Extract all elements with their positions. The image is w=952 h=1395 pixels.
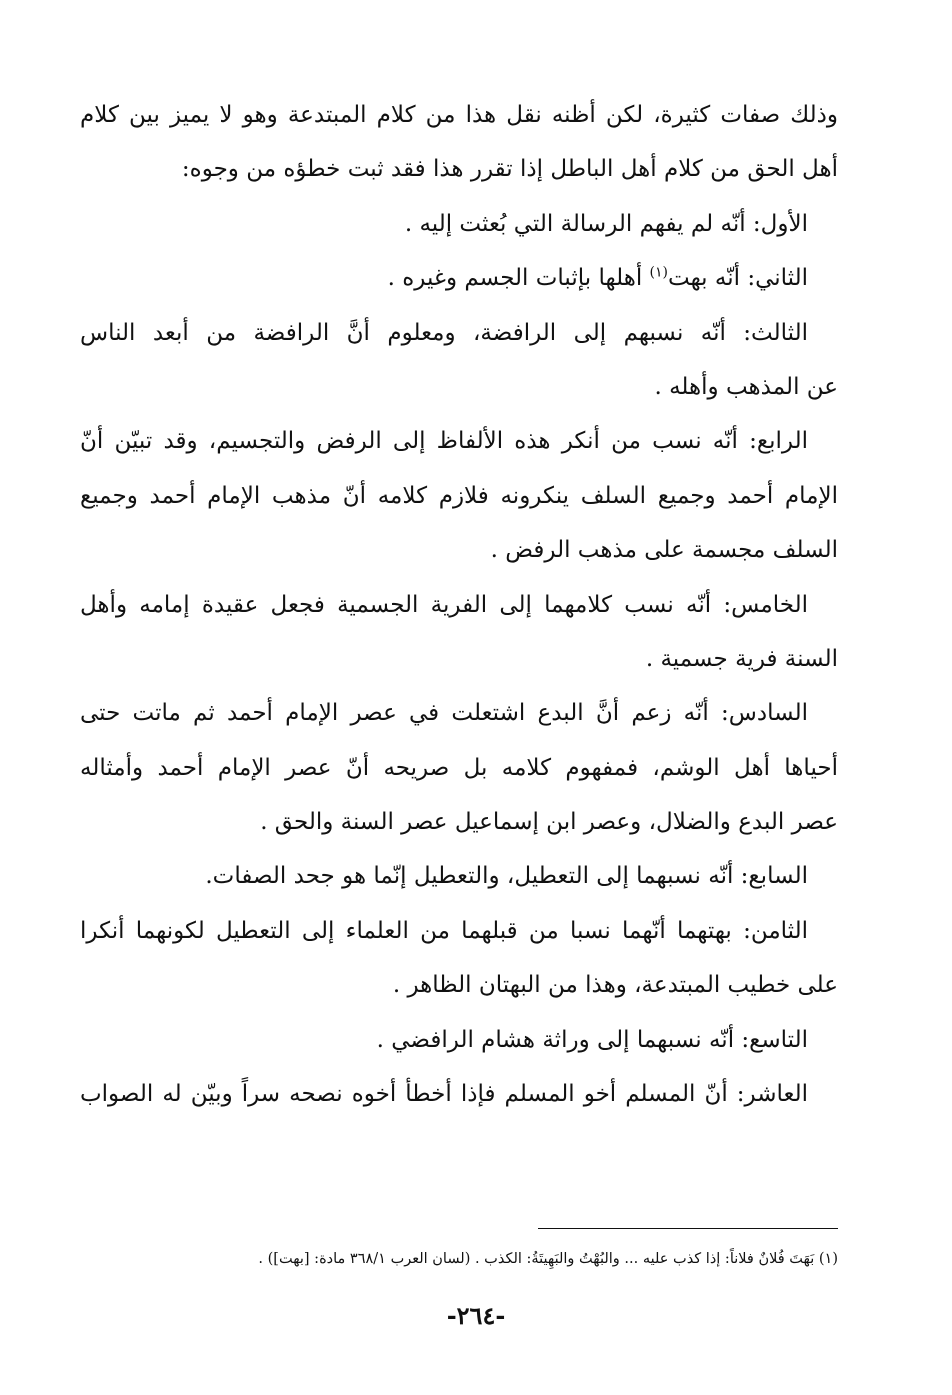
footnote: (١) بَهَتَ فُلانٌ فلاناً: إذا كذب عليه ... والبُهْتُ والبَهِيتَةُ: الكذب . (لسان العرب ٣٦٨/١ مادة: [بهت]) . bbox=[258, 1251, 838, 1267]
text-line: التاسع: أنّه نسبهما إلى وراثة هشام الرافضي . bbox=[376, 1026, 808, 1053]
text-line-with-footnote bbox=[80, 251, 838, 305]
text-line: السنة فرية جسمية . bbox=[645, 645, 838, 672]
text-line: وذلك صفات كثيرة، لكن أظنه نقل هذا من كلام المبتدعة وهو لا يميز بين كلام bbox=[80, 102, 838, 128]
text-line: عن المذهب وأهله . bbox=[654, 373, 838, 400]
text-line: الأول: أنّه لم يفهم الرسالة التي بُعثت إليه . bbox=[404, 210, 808, 237]
text-line: الرابع: أنّه نسب من أنكر هذه الألفاظ إلى الرفض والتجسيم، وقد تبيّن أنّ bbox=[80, 428, 808, 455]
text-fragment: الثاني: أنّه بهت bbox=[668, 265, 808, 292]
text-line: السابع: أنّه نسبهما إلى التعطيل، والتعطيل إنّما هو جحد الصفات. bbox=[205, 863, 808, 890]
text-line: الإمام أحمد وجميع السلف ينكرونه فلازم كلامه أنّ مذهب الإمام أحمد وجميع bbox=[80, 482, 838, 509]
page-number: -٢٦٤- bbox=[446, 1301, 506, 1330]
text-line: عصر البدع والضلال، وعصر ابن إسماعيل عصر السنة والحق . bbox=[260, 809, 838, 836]
text-line: العاشر: أنّ المسلم أخو المسلم فإذا أخطأ أخوه نصحه سراً وبيّن له الصواب bbox=[80, 1081, 808, 1108]
footnote-reference: (١) bbox=[649, 264, 668, 281]
text-line: أهل الحق من كلام أهل الباطل إذا تقرر هذا فقد ثبت خطؤه من وجوه: bbox=[181, 156, 838, 183]
text-line: الخامس: أنّه نسب كلامهما إلى الفرية الجسمية فجعل عقيدة إمامه وأهل bbox=[80, 591, 808, 618]
footnote-separator bbox=[538, 1228, 838, 1229]
text-line: الثالث: أنّه نسبهم إلى الرافضة، ومعلوم أنَّ الرافضة من أبعد الناس bbox=[80, 319, 808, 346]
text-line: على خطيب المبتدعة، وهذا من البهتان الظاهر . bbox=[392, 972, 838, 999]
text-line: الثامن: بهتهما أنّهما نسبا من قبلهما من العلماء إلى التعطيل لكونهما أنكرا bbox=[80, 917, 808, 944]
text-line: أحياها أهل الوشم، فمفهوم كلامه بل صريحه أنّ عصر الإمام أحمد وأمثاله bbox=[80, 754, 838, 781]
main-text bbox=[80, 88, 838, 1121]
text-line: السادس: أنّه زعم أنَّ البدع اشتعلت في عصر الإمام أحمد ثم ماتت حتى bbox=[80, 700, 808, 727]
text-line: السلف مجسمة على مذهب الرفض . bbox=[490, 537, 838, 564]
text-fragment: أهلها بإثبات الجسم وغيره . bbox=[387, 265, 650, 292]
